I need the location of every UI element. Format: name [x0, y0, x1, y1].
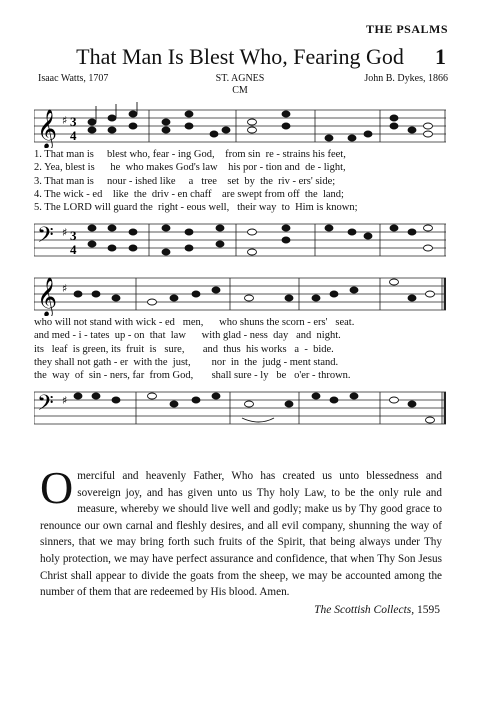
treble-staff-1 [34, 102, 446, 148]
svg-text:♯: ♯ [62, 394, 68, 407]
lyric-line: 1. That man is blest who, fear - ing God, from sin re - strains his feet, [34, 149, 346, 160]
lyric-line: they shall not gath - er with the just, nor in the judg - ment stand. [34, 356, 339, 368]
lyric-line: the way of sin - ners, far from God, shall sure - ly be o'er - thrown. [34, 370, 351, 382]
attribution-year: 1595 [417, 604, 440, 616]
lyric-line: and med - i - tates up - on that law with glad - ness day and night. [34, 330, 341, 342]
hymn-number: 1 [435, 44, 446, 69]
svg-text:𝄞: 𝄞 [37, 109, 58, 148]
hymn-author: Isaac Watts, 1707 [38, 73, 109, 84]
drop-cap: O [40, 462, 74, 513]
system2-lyrics [34, 316, 446, 382]
hymn-composer: John B. Dykes, 1866 [364, 73, 448, 84]
svg-text:♯: ♯ [62, 226, 68, 239]
svg-text:𝄞: 𝄞 [37, 277, 58, 316]
lyric-line: who will not stand with wick - ed men, who shuns the scorn - ers' seat. [34, 317, 355, 328]
meter: CM [232, 85, 248, 96]
svg-text:𝄢: 𝄢 [37, 223, 54, 253]
lyric-line: 5. The LORD will guard the right - eous well, their way to Him is known; [34, 202, 358, 214]
hymn-title: That Man Is Blest Who, Fearing God [76, 44, 404, 69]
attribution [314, 604, 440, 616]
bass-staff-1 [34, 216, 446, 262]
section-heading: THE PSALMS [365, 22, 448, 36]
lyric-line: its leaf is green, its fruit is sure, and thus his works a - bide. [34, 343, 334, 355]
lyric-line: 3. That man is nour - ished like a tree set by the riv - ers' side; [34, 175, 336, 187]
svg-text:4: 4 [70, 128, 77, 143]
svg-text:♯: ♯ [62, 282, 68, 295]
treble-staff-2 [34, 270, 446, 316]
prayer-body: merciful and heavenly Father, Who has created us unto blessedness and sovereign joy, and has given unto us Thy holy Law, to be the only rule and measure, whereby we should live well and godly; make us by Thy good grace to renounce our own carnal and fleshly desires, and all evil company, shunning the way of sinners, that we may bring forth such fruits of the Spirit, that being always under Thy holy protection, we may have perfect assurance and confidence, that when Thy Son Jesus Christ shall appear to divide the goats from the sheep, we may be accounted among the number of them that are redeemed by His blood. Amen. [40, 470, 442, 599]
prayer-text [40, 462, 442, 601]
tune-name: ST. AGNES [215, 73, 265, 84]
lyric-line: 2. Yea, blest is he who makes God's law his por - tion and de - light, [34, 162, 346, 174]
system1-lyrics [34, 148, 446, 214]
svg-text:3: 3 [70, 228, 77, 243]
svg-text:𝄢: 𝄢 [37, 391, 54, 421]
bass-staff-2 [34, 384, 446, 430]
notes-group [88, 102, 433, 141]
attribution-source: The Scottish Collects, [314, 604, 415, 616]
lyric-line: 4. The wick - ed like the driv - en chaff are swept from off the land; [34, 188, 344, 200]
svg-text:♯: ♯ [62, 114, 68, 127]
svg-text:3: 3 [70, 114, 77, 129]
svg-text:4: 4 [70, 242, 77, 257]
